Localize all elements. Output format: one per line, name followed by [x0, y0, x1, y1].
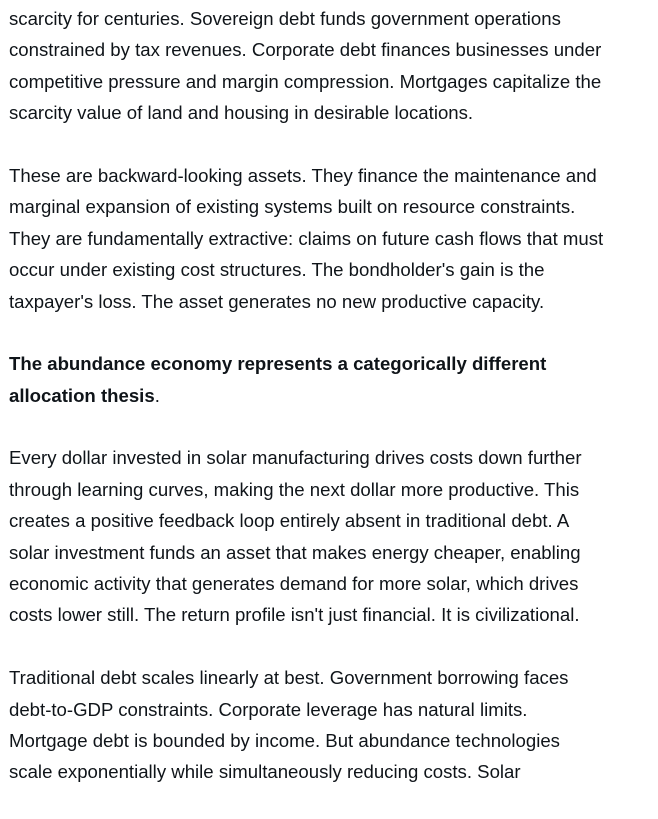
trailing-period: .: [154, 384, 160, 406]
text-line: creates a positive feedback loop entirely absent in traditional debt. A: [9, 510, 570, 532]
text-line: These are backward-looking assets. They finance the maintenance and: [9, 164, 597, 186]
text-line: marginal expansion of existing systems built on resource constraints.: [9, 196, 576, 218]
text-line: scarcity value of land and housing in desirable locations.: [9, 102, 474, 124]
bold-text-fragment: allocation thesis: [9, 384, 155, 406]
text-line: competitive pressure and margin compression. Mortgages capitalize the: [9, 70, 602, 92]
text-line: scarcity for centuries. Sovereign debt funds government operations: [9, 8, 561, 29]
text-line: costs lower still. The return profile isn't just financial. It is civilizational.: [9, 604, 580, 626]
text-line: debt-to-GDP constraints. Corporate leverage has natural limits.: [9, 698, 528, 720]
text-line: taxpayer's loss. The asset generates no new productive capacity.: [9, 290, 545, 312]
bold-text-line: The abundance economy represents a categorically different: [9, 353, 547, 375]
text-line: They are fundamentally extractive: claims on future cash flows that must: [9, 227, 604, 249]
paragraph-debt-scaling: [9, 662, 654, 788]
article-body: [9, 3, 654, 819]
paragraph-solar-feedback: [9, 442, 654, 630]
paragraph-backward-looking: [9, 160, 654, 317]
text-line: economic activity that generates demand for more solar, which drives: [9, 573, 579, 595]
paragraph-scarcity-assets: [9, 3, 654, 129]
text-line: scale exponentially while simultaneously reducing costs. Solar: [9, 761, 521, 783]
paragraph-abundance-thesis: [9, 348, 654, 411]
text-line: through learning curves, making the next dollar more productive. This: [9, 478, 580, 500]
text-line: [9, 380, 654, 411]
text-line: Traditional debt scales linearly at best. Government borrowing faces: [9, 667, 569, 689]
text-line: occur under existing cost structures. The bondholder's gain is the: [9, 259, 545, 281]
text-line: Every dollar invested in solar manufacturing drives costs down further: [9, 447, 582, 469]
text-line: Mortgage debt is bounded by income. But abundance technologies: [9, 729, 560, 751]
text-line: solar investment funds an asset that makes energy cheaper, enabling: [9, 541, 581, 563]
text-line: constrained by tax revenues. Corporate debt finances businesses under: [9, 39, 602, 61]
